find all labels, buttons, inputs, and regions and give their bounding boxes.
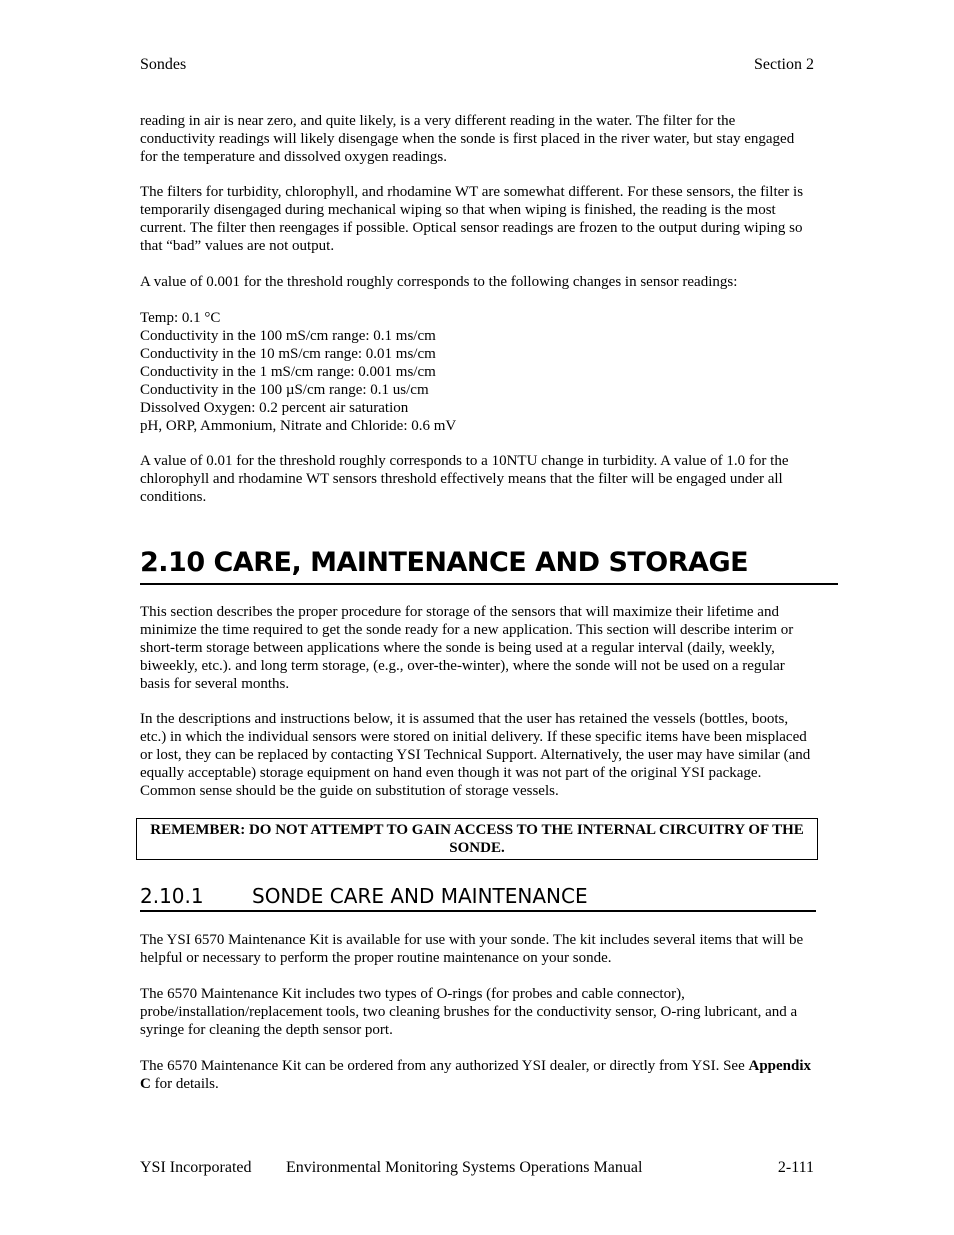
threshold-list <box>140 309 814 435</box>
remember-notice: REMEMBER: DO NOT ATTEMPT TO GAIN ACCESS TO THE INTERNAL CIRCUITRY OF THE SONDE. <box>136 818 818 860</box>
subsection-heading <box>140 882 816 912</box>
footer-company: YSI Incorporated <box>140 1159 252 1176</box>
header-left: Sondes <box>140 56 187 73</box>
header-right: Section 2 <box>754 56 814 73</box>
appendix-c-reference: Appendix C <box>140 1058 812 1092</box>
list-item: Conductivity in the 100 µS/cm range: 0.1 us/cm <box>140 382 429 398</box>
list-item: Conductivity in the 1 mS/cm range: 0.001 ms/cm <box>140 364 436 380</box>
intro-paragraph-3: A value of 0.001 for the threshold roughly corresponds to the following changes in sensor readings: <box>140 274 738 290</box>
subsection-paragraph-2: The 6570 Maintenance Kit includes two types of O-rings (for probes and cable connector), probe/installation/replacement tools, two cleaning brushes for the conductivity sensor, O-ring lubricant, and a syringe for cleaning the depth sensor port. <box>140 986 798 1038</box>
subsection-paragraph-1: The YSI 6570 Maintenance Kit is available for use with your sonde. The kit includes several items that will be helpful or necessary to perform the proper routine maintenance on your sonde. <box>140 932 804 966</box>
footer-manual-title: Environmental Monitoring Systems Operations Manual <box>286 1159 643 1176</box>
section-paragraph-1: This section describes the proper procedure for storage of the sensors that will maximize their lifetime and minimize the time required to get the sonde ready for a new application. This section will describe interim or short-term storage between applications where the sonde is being used at a regular interval (daily, weekly, biweekly, etc.). and long term storage, (e.g., over-the-winter), where the sonde will not be used on a regular basis for several months. <box>140 604 794 692</box>
footer-page-number: 2-111 <box>777 1159 814 1176</box>
section-heading: 2.10 CARE, MAINTENANCE AND STORAGE <box>140 543 838 585</box>
list-item: Conductivity in the 10 mS/cm range: 0.01 ms/cm <box>140 346 436 362</box>
list-item: Temp: 0.1 °C <box>140 310 221 326</box>
intro-paragraph-1: reading in air is near zero, and quite likely, is a very different reading in the water. The filter for the conductivity readings will likely disengage when the sonde is first placed in the river water, but stay engaged for the temperature and dissolved oxygen readings. <box>140 113 795 165</box>
list-item: pH, ORP, Ammonium, Nitrate and Chloride: 0.6 mV <box>140 418 457 434</box>
intro-paragraph-4: A value of 0.01 for the threshold roughly corresponds to a 10NTU change in turbidity. A value of 1.0 for the chlorophyll and rhodamine WT sensors threshold effectively means that the filter will be engaged under all conditions. <box>140 453 789 505</box>
subsection-paragraph-3: The 6570 Maintenance Kit can be ordered from any authorized YSI dealer, or directly from YSI. See Appendix C for details. <box>140 1058 812 1092</box>
intro-paragraph-2: The filters for turbidity, chlorophyll, and rhodamine WT are somewhat different. For these sensors, the filter is temporarily disengaged during mechanical wiping so that when wiping is finished, the reading is the most current. The filter then reengages if possible. Optical sensor readings are frozen to the output during wiping so that “bad” values are not output. <box>140 184 804 254</box>
list-item: Dissolved Oxygen: 0.2 percent air saturation <box>140 400 409 416</box>
subsection-title: SONDE CARE AND MAINTENANCE <box>252 884 588 908</box>
subsection-number: 2.10.1 <box>140 884 204 908</box>
section-paragraph-2: In the descriptions and instructions below, it is assumed that the user has retained the vessels (bottles, boots, etc.) in which the individual sensors were stored on initial delivery. If these specific items have been misplaced or lost, they can be replaced by contacting YSI Technical Support. Alternatively, the user may have similar (and equally acceptable) storage equipment on hand even though it was not part of the original YSI package. Common sense should be the guide on substitution of storage vessels. <box>140 711 811 799</box>
list-item: Conductivity in the 100 mS/cm range: 0.1 ms/cm <box>140 328 436 344</box>
